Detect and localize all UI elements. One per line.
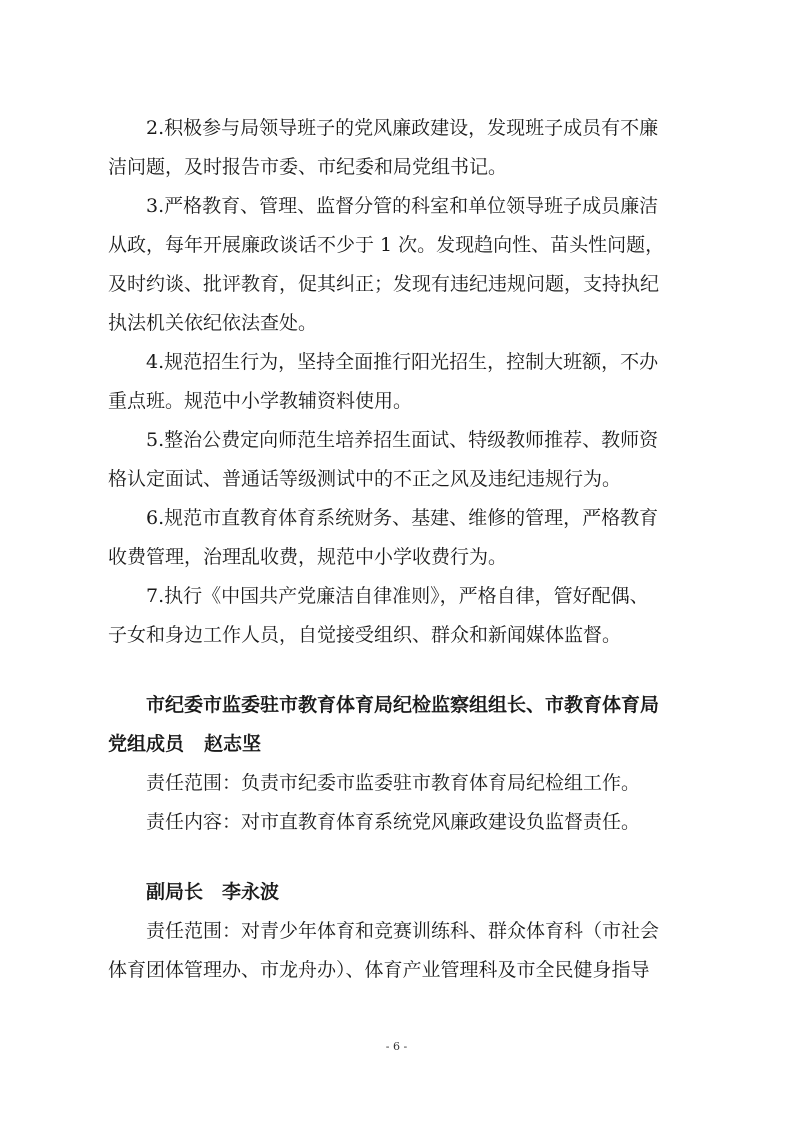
official-2-scope-line-2: 体育团体管理办、市龙舟办）、体育产业管理科及市全民健身指导: [108, 959, 650, 981]
item-7-line-1: 7.执行《中国共产党廉洁自律准则》，严格自律，管好配偶、: [146, 585, 649, 607]
page-number: - 6 -: [385, 1040, 408, 1053]
official-1-content: 责任内容：对市直教育体育系统党风廉政建设负监督责任。: [146, 811, 641, 833]
item-2-line-1: 2.积极参与局领导班子的党风廉政建设，发现班子成员有不廉: [146, 117, 659, 139]
item-5-line-2: 格认定面试、普通话等级测试中的不正之风及违纪违规行为。: [108, 468, 622, 490]
official-1-name: 赵志坚: [204, 733, 262, 755]
official-2-scope-line-1: 责任范围：对青少年体育和竞赛训练科、群众体育科（市社会: [146, 920, 660, 942]
item-4-line-2: 重点班。规范中小学教辅资料使用。: [108, 390, 413, 412]
item-7-line-2: 子女和身边工作人员，自觉接受组织、群众和新闻媒体监督。: [108, 624, 622, 646]
item-6-line-1: 6.规范市直教育体育系统财务、基建、维修的管理，严格教育: [146, 507, 659, 529]
item-4-line-1: 4.规范招生行为，坚持全面推行阳光招生，控制大班额，不办: [146, 351, 659, 373]
item-5-line-1: 5.整治公费定向师范生培养招生面试、特级教师推荐、教师资: [146, 429, 659, 451]
item-6-line-2: 收费管理，治理乱收费，规范中小学收费行为。: [108, 546, 508, 568]
official-2-name: 李永波: [222, 881, 280, 903]
official-1-scope: 责任范围：负责市纪委市监委驻市教育体育局纪检组工作。: [146, 772, 641, 794]
official-1-title-line-2: 党组成员: [108, 733, 185, 755]
item-3-line-3: 及时约谈、批评教育，促其纠正；发现有违纪违规问题，支持执纪: [108, 273, 660, 295]
item-2-line-2: 洁问题，及时报告市委、市纪委和局党组书记。: [108, 156, 508, 178]
item-3-line-2: 从政，每年开展廉政谈话不少于 1 次。发现趋向性、苗头性问题，: [108, 234, 665, 256]
item-3-line-4: 执法机关依纪依法查处。: [108, 312, 318, 334]
official-1-title-line-1: 市纪委市监委驻市教育体育局纪检监察组组长、市教育体育局: [146, 694, 660, 716]
item-3-line-1: 3.严格教育、管理、监督分管的科室和单位领导班子成员廉洁: [146, 195, 659, 217]
official-2-title: 副局长: [146, 881, 204, 903]
